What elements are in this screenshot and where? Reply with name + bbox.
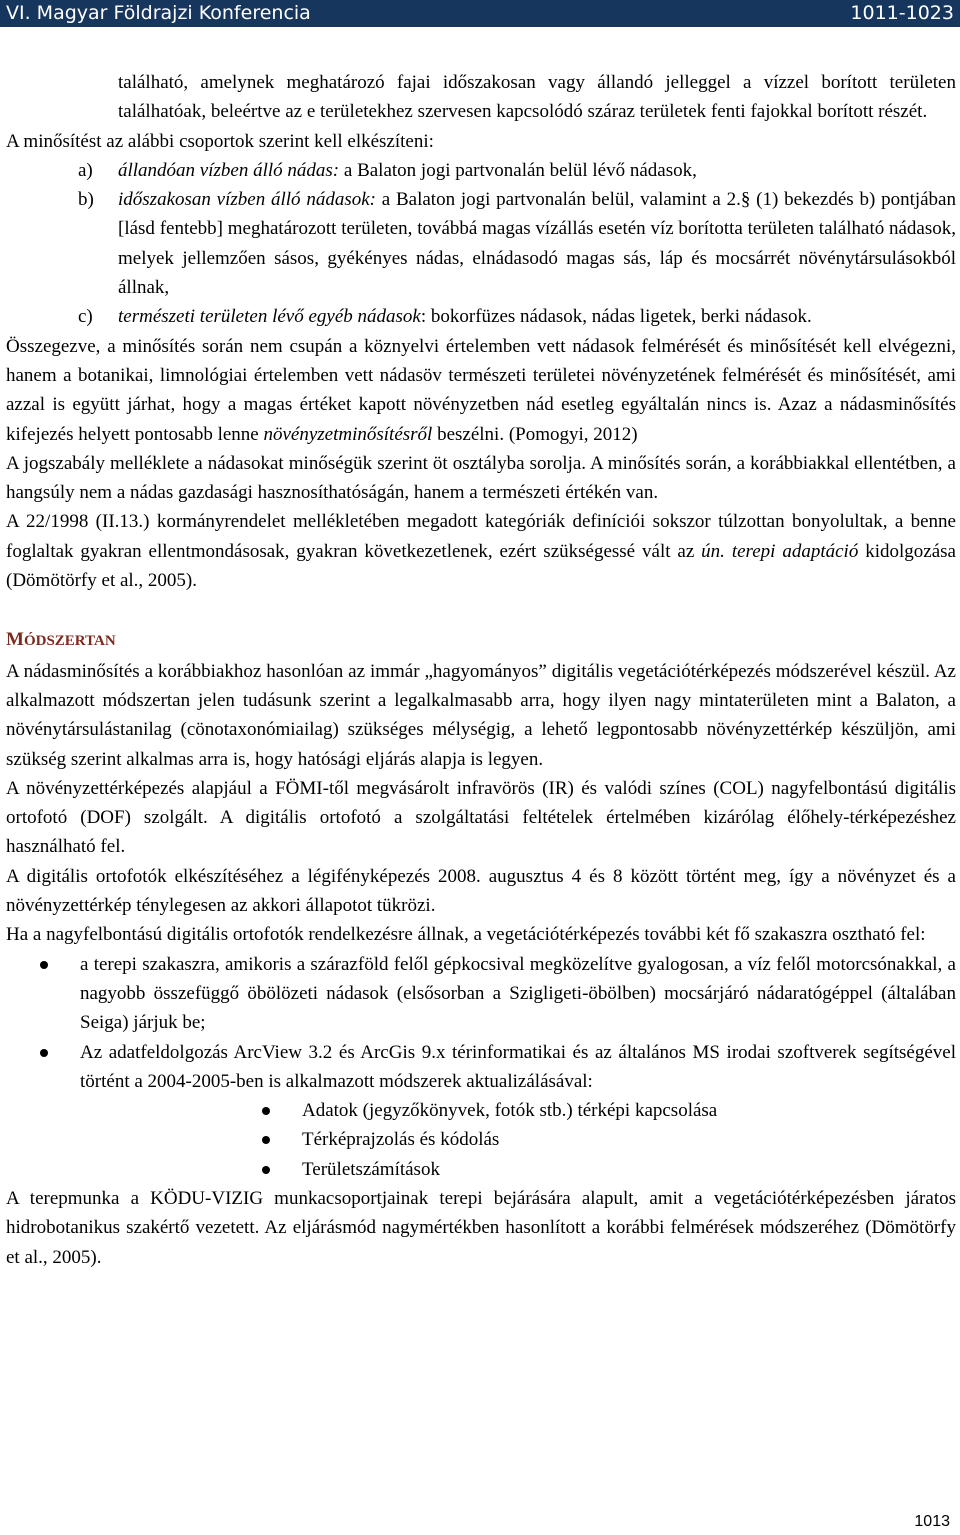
list-text: a Balaton jogi partvonalán belül, valamint a 2.§ (1) bekezdés b) pontjában [lásd fentebb] meghatározott területen, továbbá magas vízállás esetén víz borította területen található nádasok, melyek jellemzően sásos, gyékényes nádas, elnádasodó magas sás, láp és mocsárrét növénytársulásokból állnak,: [118, 189, 956, 299]
decree-text-end: kidolgozása (Dömötörfy et al., 2005).: [6, 540, 956, 592]
bullet-item: [6, 950, 956, 1038]
bullet-text: Az adatfeldolgozás ArcView 3.2 és ArcGis 9.x térinformatikai és az általános MS irodai szoftverek segítségével történt a 2004-2005-ben is alkalmazott módszerek aktualizálásával:: [80, 1041, 956, 1092]
paragraph-groups: A minősítést az alábbi csoportok szerint kell elkészíteni:: [6, 130, 434, 152]
list-term: állandóan vízben álló nádas:: [118, 159, 340, 181]
decree-text: A 22/1998 (II.13.) kormányrendelet mellékletében megadott kategóriák definíciói sokszor túlzottan bonyolultak, a benne foglaltak gyakran ellentmondásosak, gyakran következetlenek, ezért szükségessé vált az: [6, 511, 956, 562]
list-text: a Balaton jogi partvonalán belül lévő nádasok,: [339, 159, 697, 181]
summary-text: Összegezve, a minősítés során nem csupán a köznyelvi értelemben vett nádasok felmérését és minősítését kell elvégezni, hanem a botanikai, limnológiai értelemben vett nádasöv természeti területei növényzetének felmérését és minősítését, ami azzal is együtt járhat, hogy a magas értéket kapott növényzetben nád esetleg egyáltalán nincs is. Azaz a nádasminősítés kifejezés helyett pontosabb lenne: [6, 335, 956, 445]
sub-bullet-item: [6, 1096, 956, 1125]
list-label: a): [78, 159, 93, 181]
list-label: b): [78, 189, 94, 211]
heading-initial: M: [6, 629, 24, 651]
sub-bullet-item: [6, 1125, 956, 1154]
sub-bullet-text: Adatok (jegyzőkönyvek, fotók stb.) térképi kapcsolása: [302, 1100, 718, 1122]
paragraph-regulation: A jogszabály melléklete a nádasokat minőségük szerint öt osztályba sorolja. A minősítés során, a korábbiakkal ellentétben, a hangsúly nem a nádas gazdasági hasznosíthatóságán, hanem a természeti értékén van.: [6, 452, 956, 504]
list-label: c): [78, 306, 93, 328]
bullet-icon: [262, 1107, 270, 1115]
document-body: [6, 68, 956, 1272]
bullet-icon: [262, 1136, 270, 1144]
summary-italic: növényzetminősítésről: [263, 423, 433, 445]
decree-italic: ún. terepi adaptáció: [701, 540, 859, 562]
bullet-text: a terepi szakaszra, amikoris a szárazföld felől gépkocsival megközelítve gyalogosan, a víz felől motorcsónakkal, a nagyobb összefüggő öbölözeti nádasok (elsősorban a Szigligeti-öbölben) mocsárjáró nádaratógéppel (általában Seiga) járjuk be;: [80, 953, 956, 1034]
sub-bullet-text: Térképrajzolás és kódolás: [302, 1129, 500, 1151]
paragraph-phases: Ha a nagyfelbontású digitális ortofotók rendelkezésre állnak, a vegetációtérképezés további két fő szakaszra osztható fel:: [6, 924, 926, 946]
list-term: időszakosan vízben álló nádasok:: [118, 189, 376, 211]
sub-bullet-text: Területszámítások: [302, 1158, 440, 1180]
heading-rest: ÓDSZERTAN: [23, 633, 116, 650]
list-term: természeti területen lévő egyéb nádasok: [118, 306, 421, 328]
section-heading: [6, 625, 956, 656]
list-item-c: [6, 302, 956, 331]
sub-bullet-item: [6, 1155, 956, 1184]
paragraph-fomi: A növényzettérképezés alapjául a FÖMI-től megvásárolt infravörös (IR) és valódi színes (COL) nagyfelbontású digitális ortofotó (DOF) szolgált. A digitális ortofotó a szolgáltatási feltételek értelmében kizárólag élőhely-térképezéshez használható fel.: [6, 777, 956, 858]
page-range: 1011-1023: [850, 2, 954, 24]
paragraph-decree: [6, 507, 956, 595]
summary-text-end: beszélni. (Pomogyi, 2012): [432, 423, 638, 445]
bullet-icon: [40, 1049, 48, 1057]
list-item-a: [6, 156, 956, 185]
page-header: [0, 0, 960, 27]
list-item-b: [6, 185, 956, 302]
page-number: 1013: [914, 1513, 950, 1530]
list-text: : bokorfüzes nádasok, nádas ligetek, berki nádasok.: [420, 306, 812, 328]
bullet-icon: [40, 961, 48, 969]
paragraph-summary: [6, 332, 956, 449]
paragraph-method: A nádasminősítés a korábbiakhoz hasonlóan az immár „hagyományos” digitális vegetációtérképezés módszerével készül. Az alkalmazott módszertan jelen tudásunk szerint a legalkalmasabb arra, hogy ilyen nagy mintaterületen mint a Balaton, a növénytársulástanilag (cönotaxonómiailag) szükséges mélységig, a lehető legpontosabb növényzettérkép készüljön, ami szükség szerint alkalmas arra is, hogy hatósági eljárás alapja is legyen.: [6, 660, 956, 770]
paragraph-fieldwork: A terepmunka a KÖDU-VIZIG munkacsoportjainak terepi bejárására alapult, amit a vegetációtérképezésben járatos hidrobotanikus szakértő vezetett. Az eljárásmód nagymértékben hasonlított a korábbi felmérések módszeréhez (Dömötörfy et al., 2005).: [6, 1187, 956, 1268]
conference-title: VI. Magyar Földrajzi Konferencia: [6, 2, 311, 24]
paragraph-aerial: A digitális ortofotók elkészítéséhez a légifényképezés 2008. augusztus 4 és 8 között történt meg, így a növényzet és a növényzettérkép ténylegesen az akkori állapotot tükrözi.: [6, 865, 956, 917]
bullet-item: [6, 1038, 956, 1097]
bullet-icon: [262, 1166, 270, 1174]
paragraph-intro: található, amelynek meghatározó fajai időszakosan vagy állandó jelleggel a vízzel borított területen találhatóak, beleértve az e területekhez szervesen kapcsolódó száraz területek fenti fajokkal borított részét.: [118, 72, 956, 123]
